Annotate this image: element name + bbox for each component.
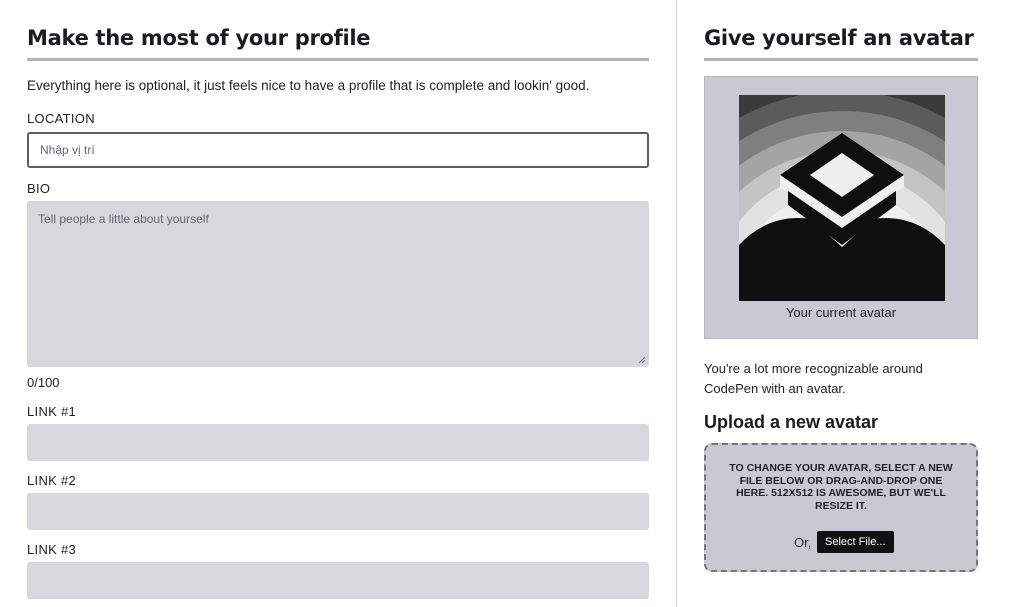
link-3-input[interactable] xyxy=(27,562,649,599)
select-file-button[interactable]: Select File... xyxy=(817,531,894,553)
dropzone-instructions: TO CHANGE YOUR AVATAR, SELECT A NEW FILE BELOW OR DRAG-AND-DROP ONE HERE. 512X512 IS AWESOME, BUT WE'LL RESIZE IT. xyxy=(729,462,953,512)
profile-intro-text: Everything here is optional, it just feels nice to have a profile that is complete and lookin' good. xyxy=(27,78,590,93)
link-2-input[interactable] xyxy=(27,493,649,530)
upload-avatar-title: Upload a new avatar xyxy=(704,412,879,432)
or-label: Or, xyxy=(794,535,812,550)
link-3-label: LINK #3 xyxy=(27,542,77,557)
location-label: LOCATION xyxy=(27,111,95,126)
link-2-label: LINK #2 xyxy=(27,473,77,488)
bio-character-counter: 0/100 xyxy=(27,375,60,390)
avatar-description: You're a lot more recognizable around CodePen with an avatar. xyxy=(704,361,923,396)
bio-textarea[interactable] xyxy=(27,201,649,367)
avatar-title-underline xyxy=(704,58,978,61)
profile-section-title: Make the most of your profile xyxy=(27,26,371,50)
link-1-label: LINK #1 xyxy=(27,404,77,419)
avatar-section-title: Give yourself an avatar xyxy=(704,26,974,50)
current-avatar-image xyxy=(739,95,945,301)
location-input[interactable] xyxy=(27,132,649,168)
profile-section xyxy=(27,0,649,607)
link-1-input[interactable] xyxy=(27,424,649,461)
bio-label: BIO xyxy=(27,181,51,196)
resize-handle-icon[interactable] xyxy=(638,356,646,364)
title-underline xyxy=(27,58,649,61)
avatar-section xyxy=(704,0,978,607)
column-divider xyxy=(676,0,677,607)
avatar-dropzone[interactable] xyxy=(704,443,978,572)
current-avatar-panel xyxy=(704,76,978,339)
current-avatar-caption: Your current avatar xyxy=(785,305,897,320)
codepen-logo-icon xyxy=(739,95,945,301)
